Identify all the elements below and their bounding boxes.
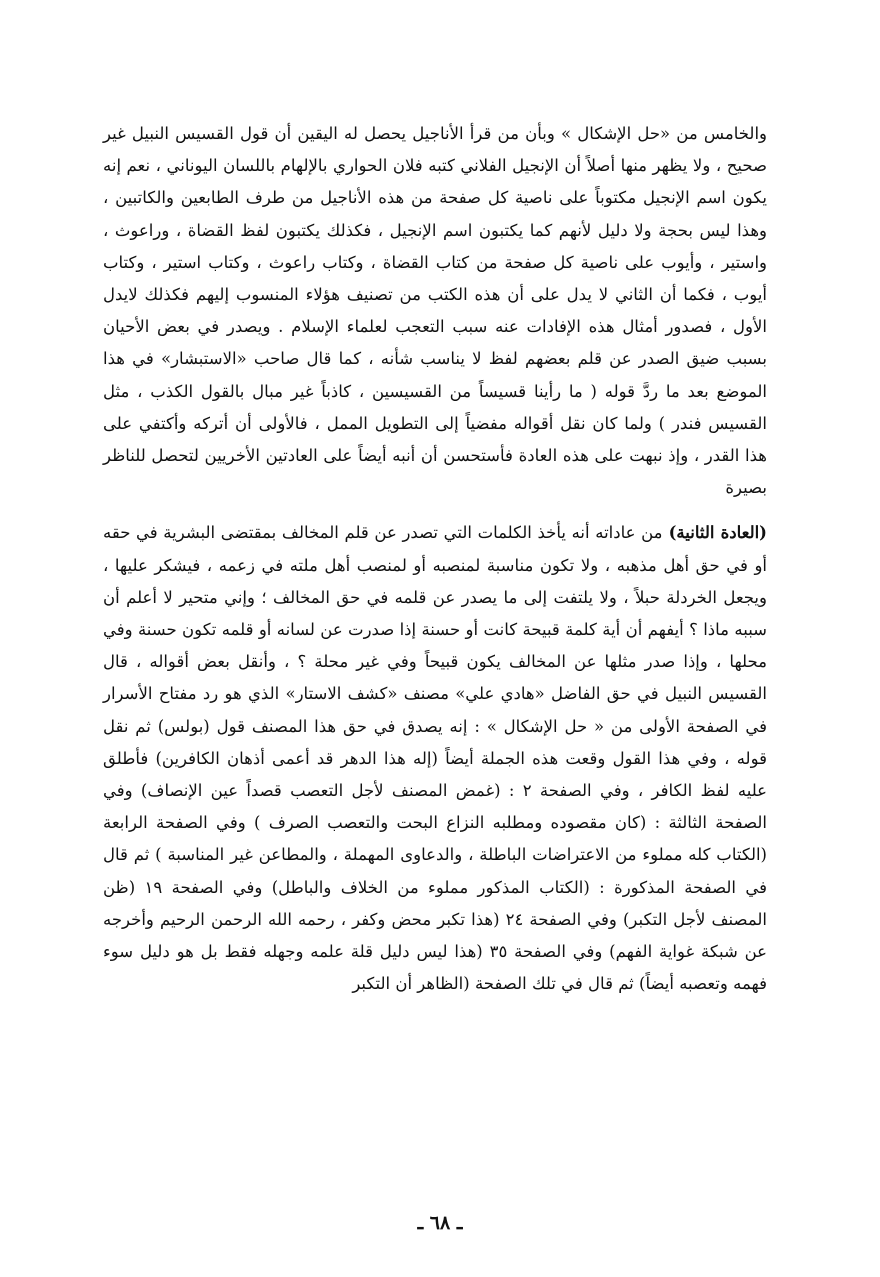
paragraph-2 (103, 517, 767, 1000)
page-number: ـ ٦٨ ـ (417, 1212, 463, 1234)
paragraph-1-text: والخامس من «حل الإشكال » وبأن من قرأ الأناجيل يحصل له اليقين أن قول القسيس النبيل غير صحيح ، ولا يظهر منها أصلاً أن الإنجيل الفلاني كتبه فلان الحواري بالإلهام باللسان اليوناني ، نعم إنه يكون اسم الإنجيل مكتوباً على ناصية كل صفحة من هذه الأناجيل من طرف الطابعين والكاتبين ، وهذا ليس بحجة ولا دليل لأنهم كما يكتبون اسم الإنجيل ، فكذلك يكتبون لفظ القضاة ، وراعوث ، واستير ، وأيوب على ناصية كل صفحة من كتاب القضاة ، وكتاب راعوث ، وكتاب استير ، وكتاب أيوب ، فكما أن الثاني لا يدل على أن هذه الكتب من تصنيف هؤلاء المنسوب إليهم فكذلك لايدل الأول ، فصدور أمثال هذه الإفادات عنه سبب التعجب لعلماء الإسلام . ويصدر في بعض الأحيان بسبب ضيق الصدر عن قلم بعضهم لفظ لا يناسب شأنه ، كما قال صاحب «الاستبشار» في هذا الموضع بعد ما ردَّ قوله ( ما رأينا قسيساً من القسيسين ، كاذباً غير مبال بالقول الكذب ، مثل القسيس فندر ) ولما كان نقل أقواله مفضياً إلى التطويل الممل ، فالأولى أن أتركه وأكتفي على هذا القدر ، وإذ نبهت على هذه العادة فأستحسن أن أنبه أيضاً على العادتين الأخريين لتحصل للناظر بصيرة (103, 124, 767, 498)
body-text (103, 118, 767, 1000)
paragraph-2-text: من عاداته أنه يأخذ الكلمات التي تصدر عن قلم المخالف بمقتضى البشرية في حقه أو في حق أهل مذهبه ، ولا تكون مناسبة لمنصبه أو لمنصب أهل ملته في زعمه ، فيشكر عليها ، ويجعل الخردلة حبلاً ، ولا يلتفت إلى ما يصدر عن قلمه في حق المخالف ؛ وإني متحير لا أعلم أن سببه ماذا ؟ أيفهم أن أية كلمة قبيحة كانت أو حسنة إذا صدرت عن لسانه أو قلمه تكون حسنة وفي محلها ، وإذا صدر مثلها عن المخالف يكون قبيحاً وفي غير محلة ؟ ، وأنقل بعض أقواله ، قال القسيس النبيل في حق الفاضل «هادي علي» مصنف «كشف الاستار» الذي هو رد مفتاح الأسرار في الصفحة الأولى من « حل الإشكال » : إنه يصدق في حق هذا المصنف قول (بولس) ثم نقل قوله ، وفي هذا القول وقعت هذه الجملة أيضاً (إله هذا الدهر قد أعمى أذهان الكافرين) فأطلق عليه لفظ الكافر ، وفي الصفحة ٢ : (غمض المصنف لأجل التعصب قصداً عين الإنصاف) وفي الصفحة الثالثة : (كان مقصوده ومطلبه النزاع البحت والتعصب الصرف ) وفي الصفحة الرابعة (الكتاب كله مملوء من الاعتراضات الباطلة ، والدعاوى المهملة ، والمطاعن غير المناسبة ) ثم قال في الصفحة المذكورة : (الكتاب المذكور مملوء من الخلاف والباطل) وفي الصفحة ١٩ (ظن المصنف لأجل التكبر) وفي الصفحة ٢٤ (هذا تكبر محض وكفر ، رحمه الله الرحمن الرحيم وأخرجه عن شبكة غواية الفهم) وفي الصفحة ٣٥ (هذا ليس دليل قلة علمه وجهله فقط بل هو دليل سوء فهمه وتعصبه أيضاً) ثم قال في تلك الصفحة (الظاهر أن التكبر (103, 523, 768, 994)
paragraph-1 (103, 118, 767, 504)
paragraph-2-heading: (العادة الثانية) (662, 523, 767, 543)
